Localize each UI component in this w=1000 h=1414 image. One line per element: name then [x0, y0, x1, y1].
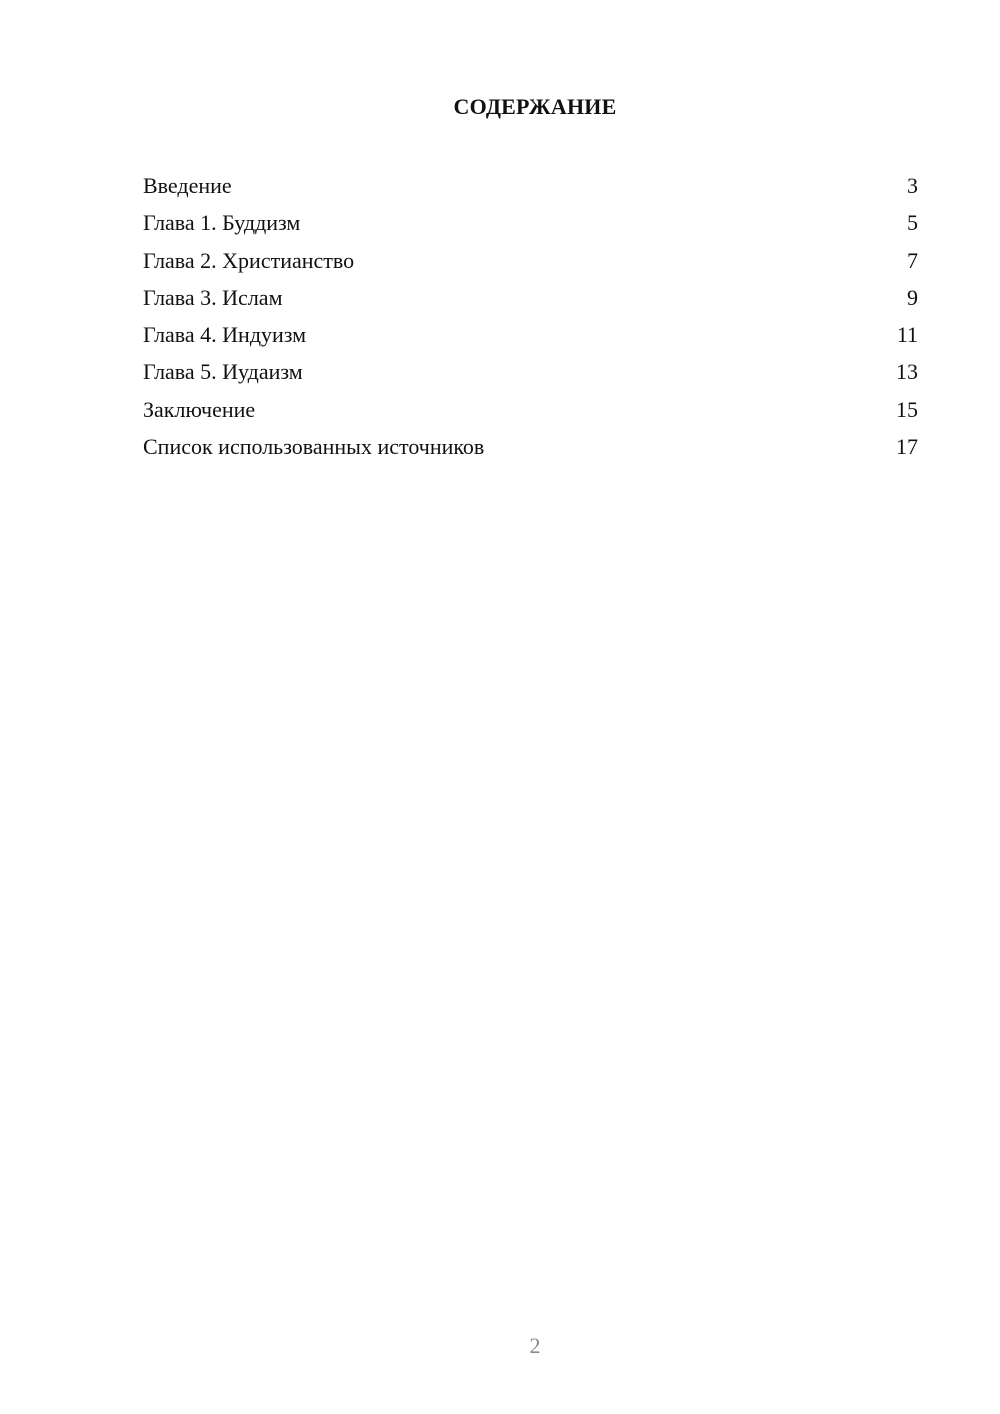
toc-entry-page: 15 [896, 396, 918, 422]
toc-entry-page: 7 [907, 247, 918, 273]
toc-entry [143, 279, 918, 316]
toc-entry-page: 5 [907, 210, 918, 236]
toc-entry-label: Глава 3. Ислам [143, 284, 283, 310]
toc-entry-page: 9 [907, 284, 918, 310]
table-of-contents [143, 167, 918, 465]
toc-entry-label: Глава 2. Христианство [143, 247, 355, 273]
toc-entry-label: Введение [143, 173, 232, 198]
toc-entry [143, 204, 918, 241]
toc-entry-label: Глава 1. Буддизм [143, 210, 301, 236]
toc-entry [143, 353, 918, 390]
toc-entry-page: 11 [896, 322, 918, 348]
toc-entry [143, 316, 918, 353]
toc-entry [143, 242, 918, 279]
toc-entry-page: 3 [907, 173, 918, 198]
toc-entry-page: 17 [896, 434, 918, 460]
toc-entry-label: Список использованных источников [143, 434, 485, 460]
page-number: 2 [529, 1333, 541, 1358]
toc-entry-page: 13 [896, 359, 918, 385]
toc-entry-label: Заключение [143, 396, 256, 422]
toc-entry-label: Глава 4. Индуизм [143, 322, 307, 348]
toc-entry [143, 167, 918, 204]
toc-entry [143, 428, 918, 465]
toc-entry [143, 391, 918, 428]
page-title: СОДЕРЖАНИЕ [453, 94, 617, 119]
toc-entry-label: Глава 5. Иудаизм [143, 359, 303, 385]
